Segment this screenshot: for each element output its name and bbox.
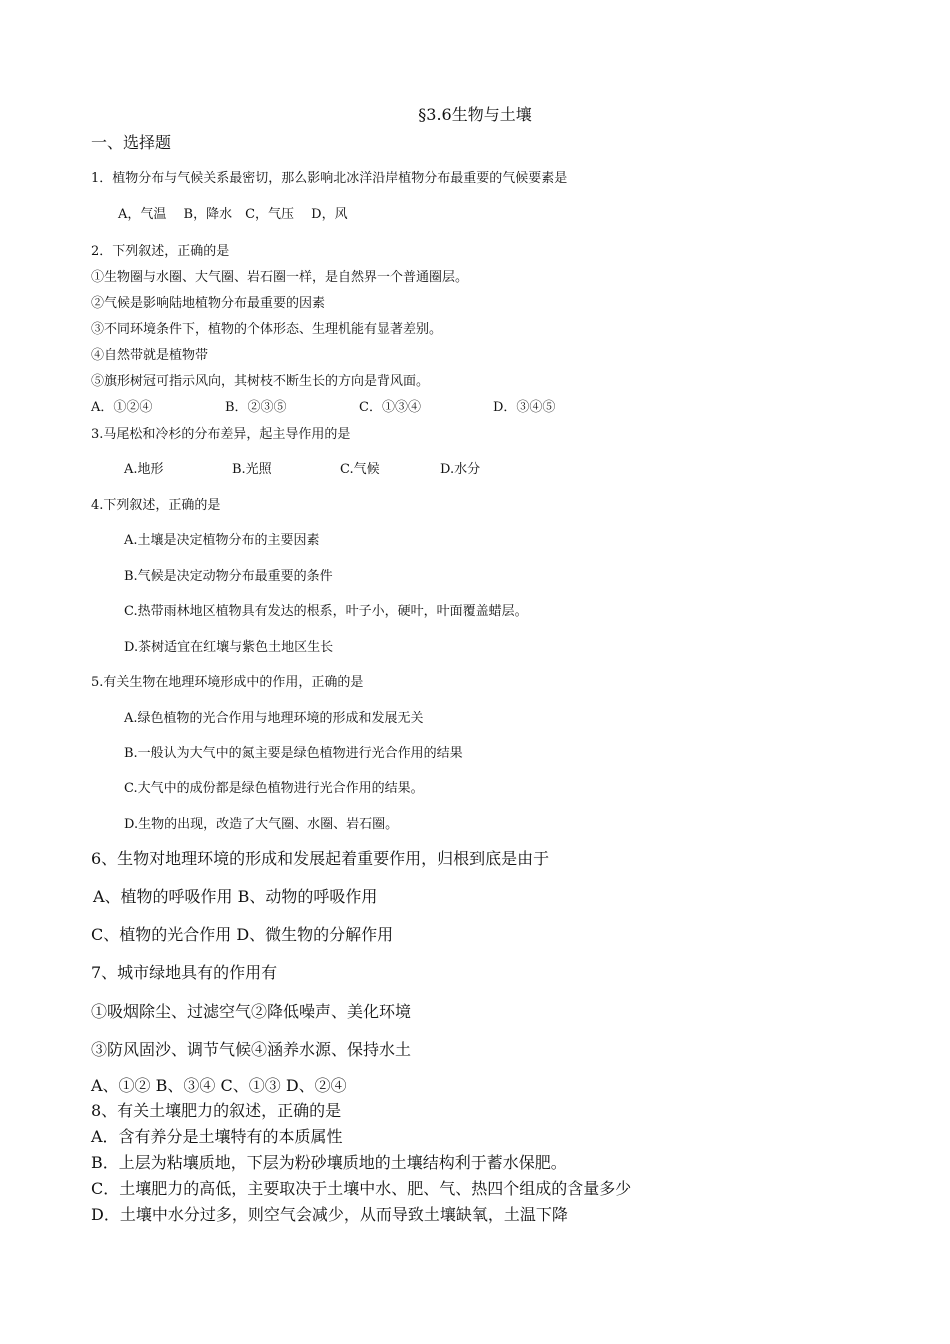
q5-option-a: A.绿色植物的光合作用与地理环境的形成和发展无关 <box>124 711 424 726</box>
q3-option-c: C.气候 <box>340 462 380 477</box>
q2-item-4: ④自然带就是植物带 <box>91 348 209 363</box>
q3-option-b: B.光照 <box>232 462 272 477</box>
q5-stem: 5.有关生物在地理环境形成中的作用，正确的是 <box>91 675 364 690</box>
q4-option-b: B.气候是决定动物分布最重要的条件 <box>124 569 333 584</box>
q8-option-b: B．上层为粘壤质地，下层为粉砂壤质地的土壤结构利于蓄水保肥。 <box>91 1153 567 1172</box>
q6-options-line-1: A、植物的呼吸作用 B、动物的呼吸作用 <box>93 887 378 906</box>
q4-option-d: D.茶树适宜在红壤与紫色土地区生长 <box>124 640 334 655</box>
q2-option-b: B．②③⑤ <box>225 400 287 415</box>
q2-option-d: D．③④⑤ <box>493 400 556 415</box>
q3-option-d: D.水分 <box>440 462 481 477</box>
q8-option-c: C．土壤肥力的高低，主要取决于土壤中水、肥、气、热四个组成的含量多少 <box>91 1179 632 1198</box>
q4-option-a: A.土壤是决定植物分布的主要因素 <box>124 533 320 548</box>
q7-item-line-2: ③防风固沙、调节气候④涵养水源、保持水土 <box>91 1040 412 1059</box>
q1-options: A，气温 B，降水 C，气压 D，风 <box>118 207 348 222</box>
q3-stem: 3.马尾松和冷杉的分布差异，起主导作用的是 <box>91 427 351 442</box>
q2-option-a: A．①②④ <box>91 400 153 415</box>
page-title: §3.6生物与土壤 <box>418 105 532 124</box>
q2-item-2: ②气候是影响陆地植物分布最重要的因素 <box>91 296 326 311</box>
q2-stem: 2．下列叙述，正确的是 <box>91 244 230 259</box>
q1-stem: 1．植物分布与气候关系最密切，那么影响北冰洋沿岸植物分布最重要的气候要素是 <box>91 171 568 186</box>
q7-options: A、①② B、③④ C、①③ D、②④ <box>91 1076 347 1095</box>
q8-stem: 8、有关土壤肥力的叙述，正确的是 <box>91 1101 342 1120</box>
q6-stem: 6、生物对地理环境的形成和发展起着重要作用，归根到底是由于 <box>91 849 550 868</box>
q5-option-d: D.生物的出现，改造了大气圈、水圈、岩石圈。 <box>124 817 399 832</box>
q5-option-c: C.大气中的成份都是绿色植物进行光合作用的结果。 <box>124 781 424 796</box>
q4-option-c: C.热带雨林地区植物具有发达的根系，叶子小，硬叶，叶面覆盖蜡层。 <box>124 604 528 619</box>
q3-option-a: A.地形 <box>124 462 164 477</box>
q2-item-3: ③不同环境条件下，植物的个体形态、生理机能有显著差别。 <box>91 322 443 337</box>
q2-item-1: ①生物圈与水圈、大气圈、岩石圈一样，是自然界一个普通圈层。 <box>91 270 469 285</box>
q4-stem: 4.下列叙述，正确的是 <box>91 498 221 513</box>
q8-option-a: A．含有养分是土壤特有的本质属性 <box>91 1127 343 1146</box>
q5-option-b: B.一般认为大气中的氮主要是绿色植物进行光合作用的结果 <box>124 746 463 761</box>
q7-stem: 7、城市绿地具有的作用有 <box>91 963 278 982</box>
q2-option-c: C．①③④ <box>359 400 421 415</box>
section-heading: 一、选择题 <box>91 133 172 152</box>
q8-option-d: D．土壤中水分过多，则空气会减少，从而导致土壤缺氧，土温下降 <box>91 1205 568 1224</box>
q6-options-line-2: C、植物的光合作用 D、微生物的分解作用 <box>91 925 394 944</box>
q7-item-line-1: ①吸烟除尘、过滤空气②降低噪声、美化环境 <box>91 1002 412 1021</box>
q2-item-5: ⑤旗形树冠可指示风向，其树枝不断生长的方向是背风面。 <box>91 374 430 389</box>
